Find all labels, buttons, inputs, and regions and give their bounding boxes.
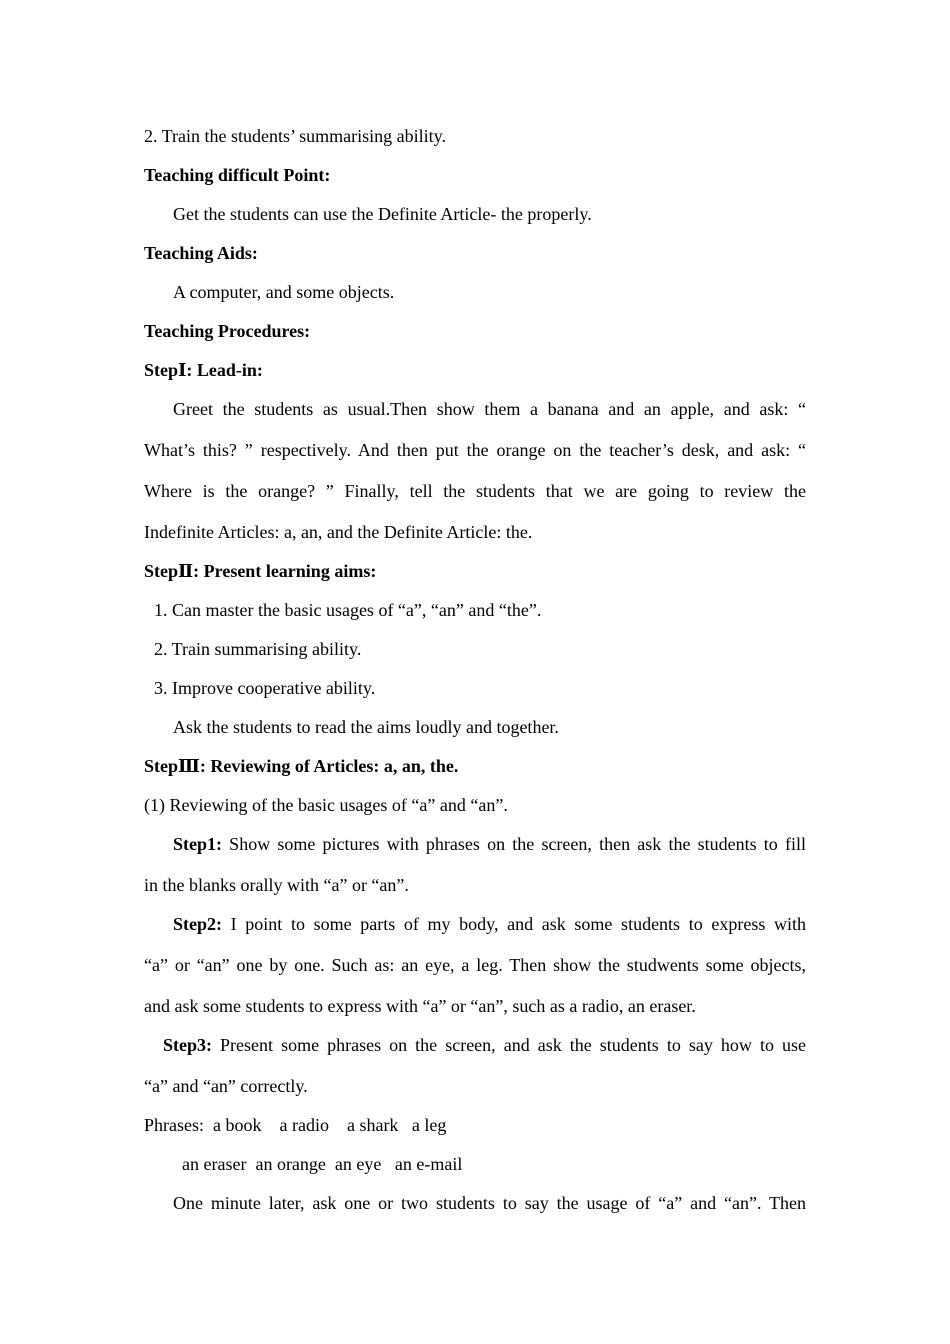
difficult-point-heading: Teaching difficult Point: xyxy=(144,165,331,185)
substep2-label: Step2: xyxy=(173,914,222,934)
closing-line: One minute later, ask one or two students to say the usage of “a” and “an”. Then xyxy=(173,1193,806,1213)
aims-note: Ask the students to read the aims loudly and together. xyxy=(173,717,559,737)
procedures-heading: Teaching Procedures: xyxy=(144,321,311,341)
review-subheading: (1) Reviewing of the basic usages of “a” and “an”. xyxy=(144,795,508,815)
substep1-line2: in the blanks orally with “a” or “an”. xyxy=(144,875,409,895)
phrases-line2: an eraser an orange an eye an e-mail xyxy=(182,1154,463,1174)
substep1-line1 xyxy=(173,832,806,856)
step1-line: Greet the students as usual.Then show them a banana and an apple, and ask: “ xyxy=(173,399,806,419)
substep2-line3: and ask some students to express with “a” or “an”, such as a radio, an eraser. xyxy=(144,996,696,1016)
substep3-text: Present some phrases on the screen, and ask the students to say how to use xyxy=(212,1035,806,1055)
substep3-label: Step3: xyxy=(163,1035,212,1055)
phrases-line1: Phrases: a book a radio a shark a leg xyxy=(144,1115,447,1135)
step1-line: What’s this? ” respectively. And then put the orange on the teacher’s desk, and ask: “ xyxy=(144,440,806,460)
aim-item: 3. Improve cooperative ability. xyxy=(154,678,376,698)
objective-2: 2. Train the students’ summarising ability. xyxy=(144,126,446,146)
substep2-text: I point to some parts of my body, and ask some students to express with xyxy=(222,914,806,934)
substep1-label: Step1: xyxy=(173,834,222,854)
substep2-line1 xyxy=(173,912,806,936)
aim-item: 1. Can master the basic usages of “a”, “an” and “the”. xyxy=(154,600,542,620)
difficult-point-text: Get the students can use the Definite Article- the properly. xyxy=(173,204,592,224)
aim-item: 2. Train summarising ability. xyxy=(154,639,362,659)
substep3-line1 xyxy=(163,1033,806,1057)
step3-heading: StepⅢ: Reviewing of Articles: a, an, the. xyxy=(144,756,459,776)
substep2-line2: “a” or “an” one by one. Such as: an eye, a leg. Then show the studwents some objects, xyxy=(144,955,806,975)
step1-line: Where is the orange? ” Finally, tell the students that we are going to review the xyxy=(144,481,806,501)
substep1-text: Show some pictures with phrases on the screen, then ask the students to fill xyxy=(222,834,806,854)
teaching-aids-text: A computer, and some objects. xyxy=(173,282,395,302)
substep3-line2: “a” and “an” correctly. xyxy=(144,1076,308,1096)
teaching-aids-heading: Teaching Aids: xyxy=(144,243,258,263)
step1-line: Indefinite Articles: a, an, and the Definite Article: the. xyxy=(144,522,533,542)
step1-heading: StepⅠ: Lead-in: xyxy=(144,360,263,380)
step2-heading: StepⅡ: Present learning aims: xyxy=(144,561,377,581)
